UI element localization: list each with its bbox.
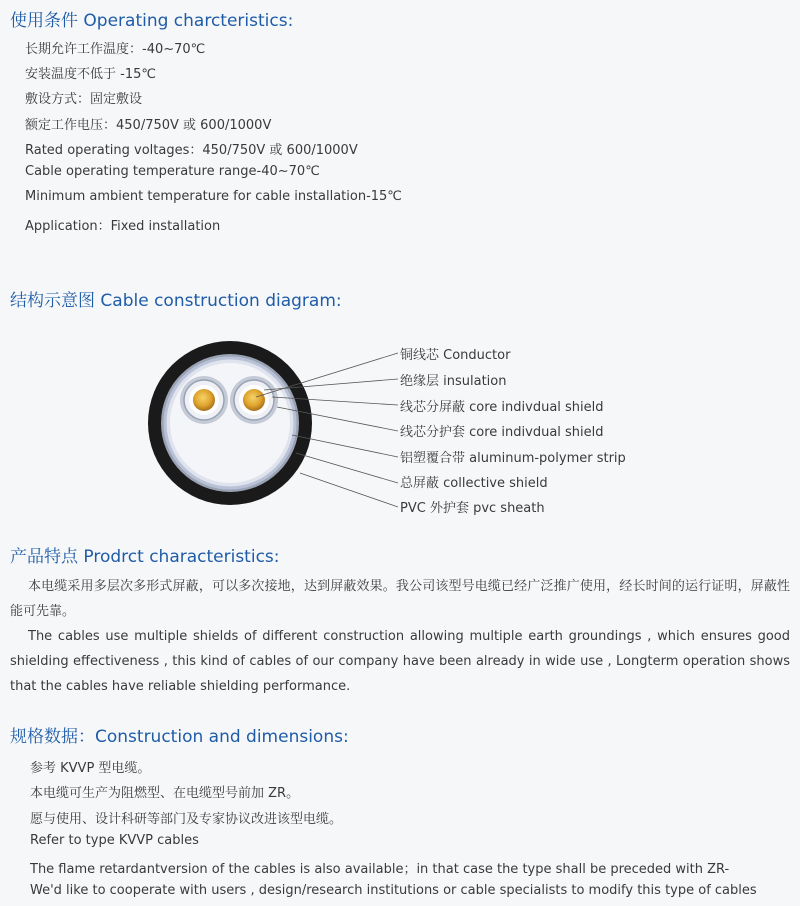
- conductor-right: [243, 389, 265, 411]
- construction-title: 结构示意图 Cable construction diagram:: [10, 291, 342, 311]
- label-pvc-sheath: PVC 外护套 pvc sheath: [400, 501, 545, 516]
- product-paragraph-en: The cables use multiple shields of different construction allowing multiple earth groundings , which ensures good shielding effectiveness , this kind of cables of our company have been already in wide use , Longterm operation shows that the cables have reliable shielding performance.: [10, 629, 790, 694]
- specs-line: 参考 KVVP 型电缆。: [30, 761, 151, 776]
- specs-line: 愿与使用、设计科研等部门及专家协议改进该型电缆。: [30, 812, 343, 827]
- specs-line: 本电缆可生产为阻燃型、在电缆型号前加 ZR。: [30, 786, 300, 801]
- operating-line: Minimum ambient temperature for cable installation-15℃: [25, 189, 402, 204]
- specs-title: 规格数据：Construction and dimensions:: [10, 727, 349, 747]
- specs-line: The flame retardantversion of the cables is also available；in that case the type shall be preceded with ZR-: [30, 862, 730, 877]
- operating-line: 额定工作电压：450/750V 或 600/1000V: [25, 118, 272, 133]
- operating-line: Cable operating temperature range-40~70℃: [25, 164, 320, 179]
- operating-line: 长期允许工作温度：-40~70℃: [25, 42, 206, 57]
- filler: [170, 363, 290, 483]
- operating-line: 安装温度不低于 -15℃: [25, 67, 156, 82]
- leader-line: [296, 453, 398, 483]
- product-title: 产品特点 Prodrct characteristics:: [10, 547, 280, 567]
- operating-line: 敷设方式：固定敷设: [25, 92, 143, 107]
- product-paragraph-cn: 本电缆采用多层次多形式屏蔽，可以多次接地，达到屏蔽效果。我公司该型号电缆已经广泛推广使用，经长时间的运行证明，屏蔽性能可先靠。: [10, 579, 790, 619]
- conductor-left: [193, 389, 215, 411]
- label-core-shield: 线芯分屏蔽 core indivdual shield: [400, 400, 604, 415]
- cable-cross-section-diagram: [140, 335, 400, 515]
- label-collective-shield: 总屏蔽 collective shield: [400, 476, 548, 491]
- operating-line: Rated operating voltages：450/750V 或 600/1000V: [25, 143, 358, 158]
- leader-line: [300, 473, 398, 507]
- operating-line: Application：Fixed installation: [25, 219, 221, 234]
- operating-title: 使用条件 Operating charcteristics:: [10, 11, 294, 31]
- specs-line: We'd like to cooperate with users , design/research institutions or cable specialists to modify this type of cables: [30, 883, 757, 898]
- specs-line: Refer to type KVVP cables: [30, 833, 199, 848]
- label-insulation: 绝缘层 insulation: [400, 374, 507, 389]
- label-aluminum-strip: 铝塑覆合带 aluminum-polymer strip: [400, 451, 626, 466]
- label-core-sheath: 线芯分护套 core indivdual shield: [400, 425, 604, 440]
- label-conductor: 铜线芯 Conductor: [400, 348, 511, 363]
